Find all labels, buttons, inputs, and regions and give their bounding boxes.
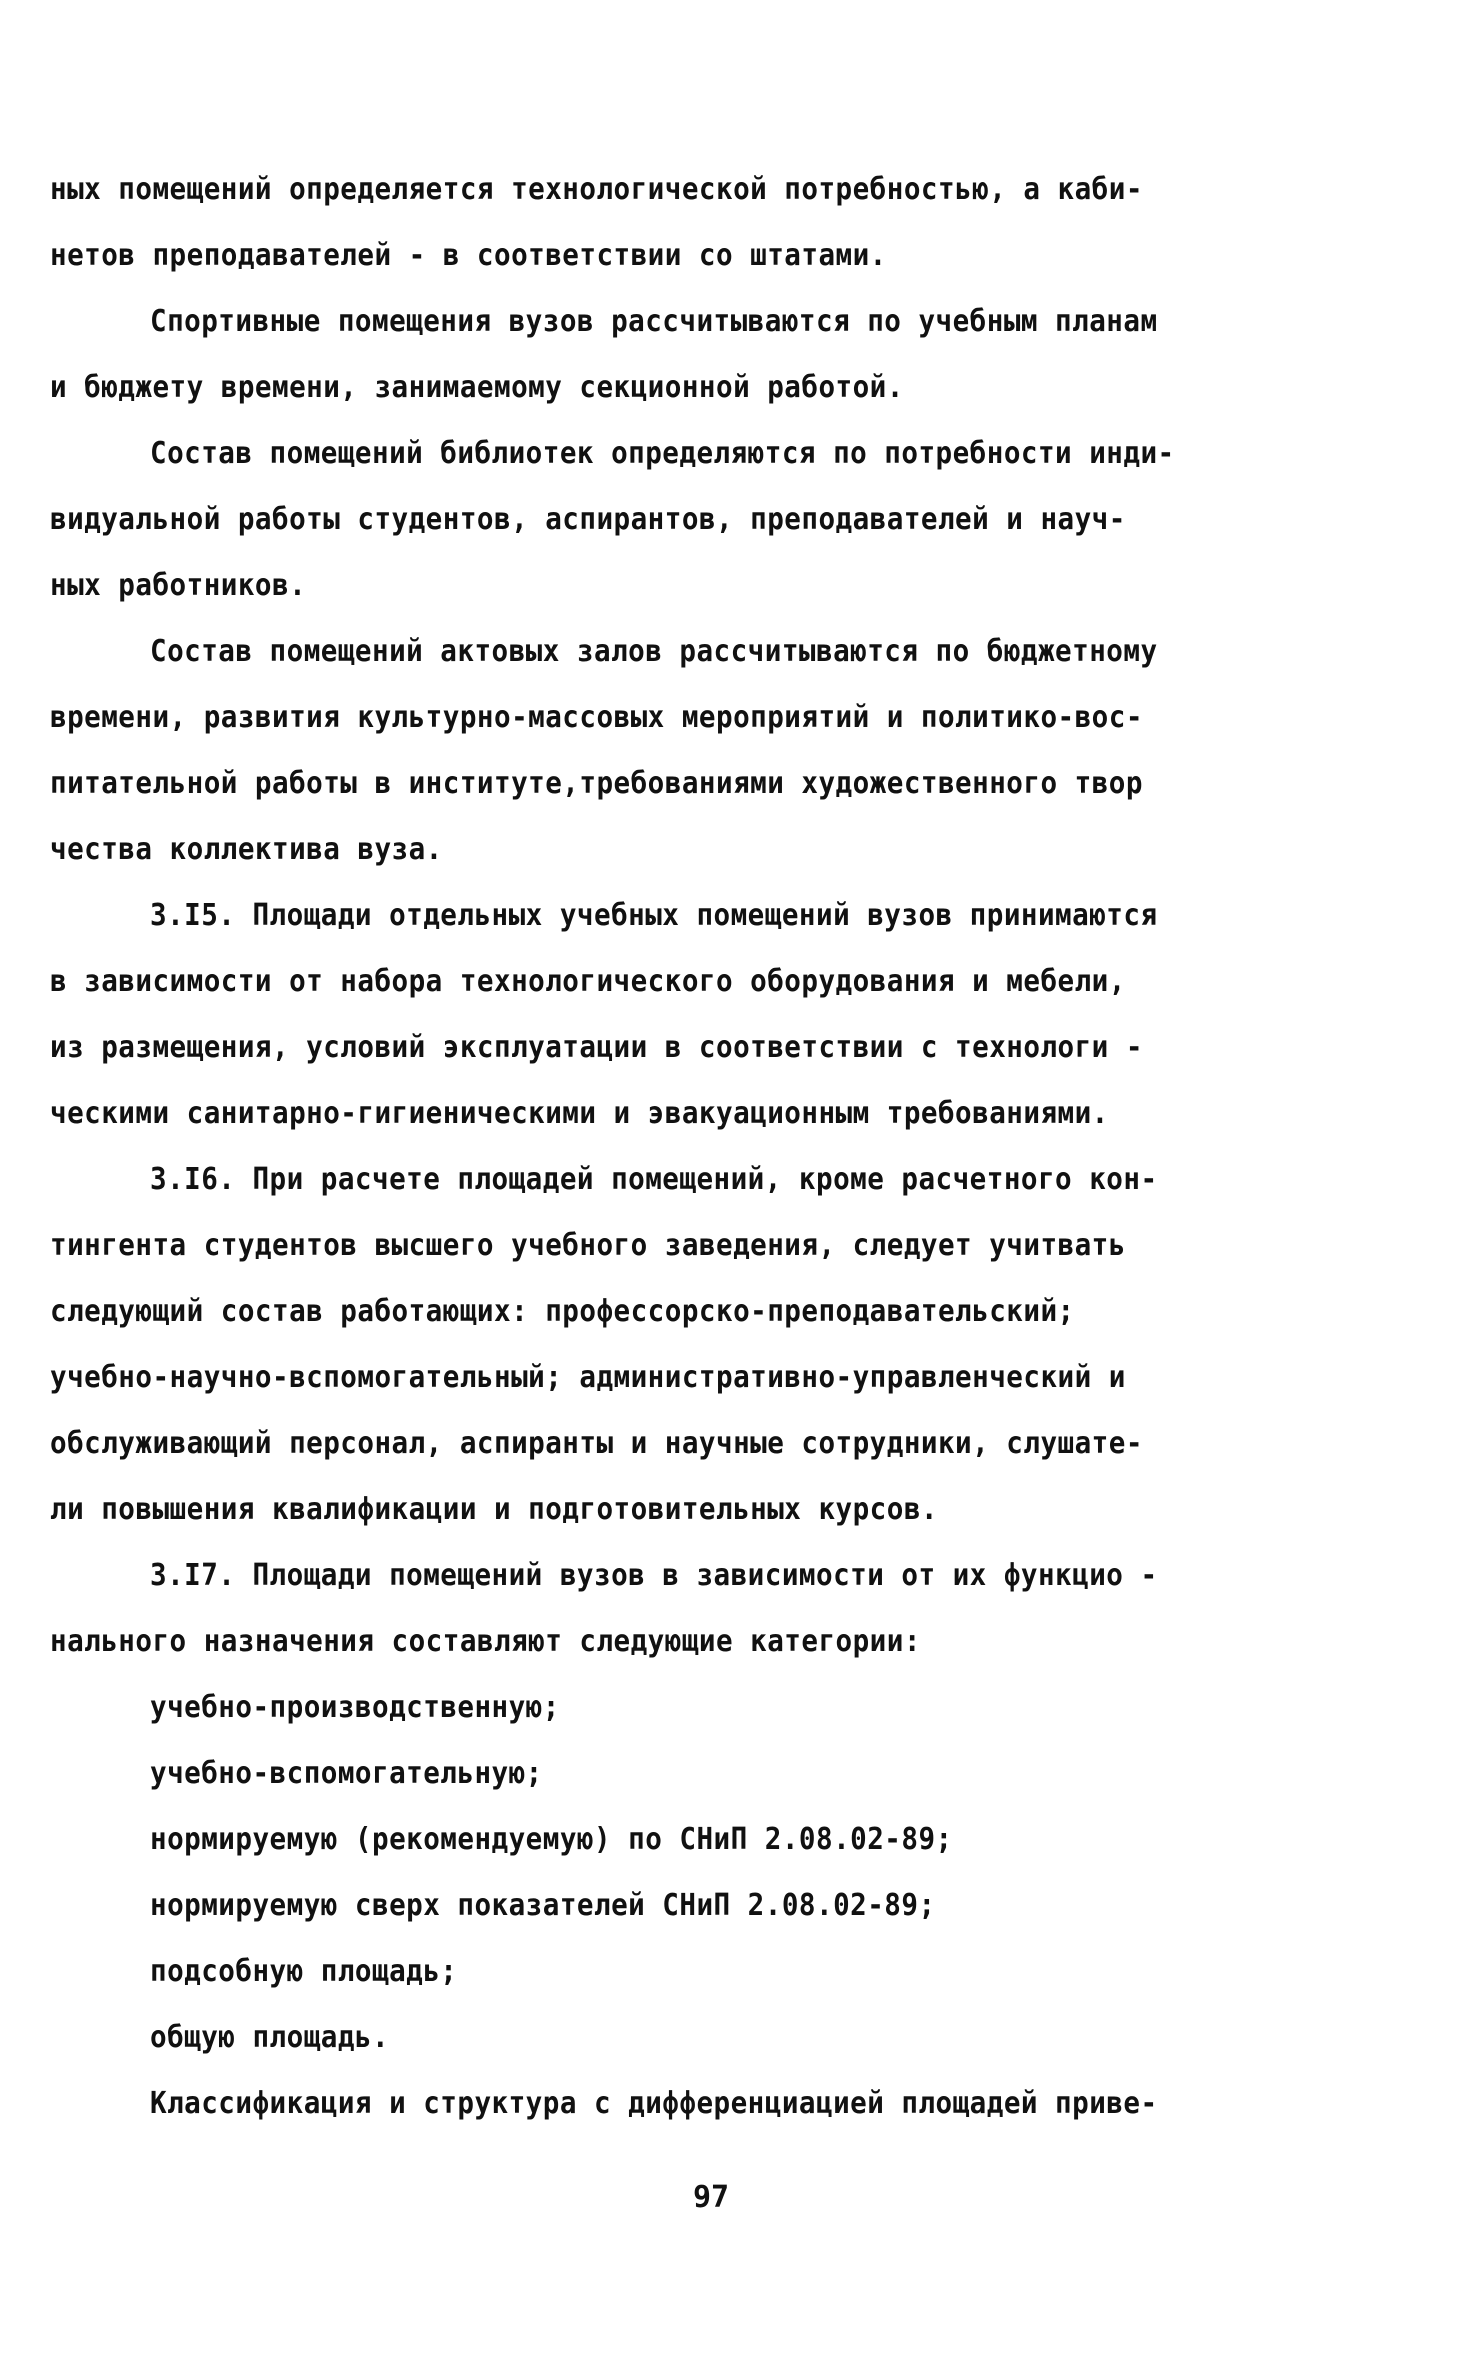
text-line: учебно-вспомогательную; — [150, 1756, 543, 1791]
text-line: обслуживающий персонал, аспиранты и научные сотрудники, слушате- — [50, 1426, 1143, 1461]
text-line: Состав помещений библиотек определяются по потребности инди- — [150, 436, 1175, 471]
text-line: Состав помещений актовых залов рассчитываются по бюджетному — [150, 634, 1158, 669]
text-line: Классификация и структура с дифференциацией площадей приве- — [150, 2086, 1158, 2121]
text-line: ли повышения квалификации и подготовительных курсов. — [50, 1492, 938, 1527]
text-line: тингента студентов высшего учебного заведения, следует учитвать — [50, 1228, 1126, 1263]
text-line: ных помещений определяется технологической потребностью, а каби- — [50, 172, 1143, 207]
text-line: следующий состав работающих: профессорско-преподавательский; — [50, 1294, 1075, 1329]
text-line: нетов преподавателей - в соответствии со штатами. — [50, 238, 887, 273]
text-line: учебно-производственную; — [150, 1690, 560, 1725]
text-line: нормируемую сверх показателей СНиП 2.08.02-89; — [150, 1888, 936, 1923]
text-line: из размещения, условий эксплуатации в соответствии с технологи - — [50, 1030, 1143, 1065]
text-line: 3.I6. При расчете площадей помещений, кроме расчетного кон- — [150, 1162, 1158, 1197]
text-line: подсобную площадь; — [150, 1954, 458, 1989]
text-line: и бюджету времени, занимаемому секционной работой. — [50, 370, 904, 405]
text-line: чества коллектива вуза. — [50, 832, 443, 867]
text-line: нормируемую (рекомендуемую) по СНиП 2.08.02-89; — [150, 1822, 953, 1857]
text-line: времени, развития культурно-массовых мероприятий и политико-вос- — [50, 700, 1143, 735]
text-line: ческими санитарно-гигиеническими и эвакуационным требованиями. — [50, 1096, 1109, 1131]
text-line: общую площадь. — [150, 2020, 390, 2055]
text-line: видуальной работы студентов, аспирантов, преподавателей и науч- — [50, 502, 1126, 537]
text-line: в зависимости от набора технологического оборудования и мебели, — [50, 964, 1126, 999]
text-line: 3.I7. Площади помещений вузов в зависимости от их функцио - — [150, 1558, 1158, 1593]
page-number: 97 — [693, 2180, 730, 2215]
text-line: ных работников. — [50, 568, 307, 603]
text-line: 3.I5. Площади отдельных учебных помещений вузов принимаются — [150, 898, 1158, 933]
text-line: питательной работы в институте,требованиями художественного твор — [50, 766, 1143, 801]
text-line: учебно-научно-вспомогательный; административно-управленческий и — [50, 1360, 1126, 1395]
text-line: Спортивные помещения вузов рассчитываются по учебным планам — [150, 304, 1158, 339]
text-line: нального назначения составляют следующие категории: — [50, 1624, 921, 1659]
